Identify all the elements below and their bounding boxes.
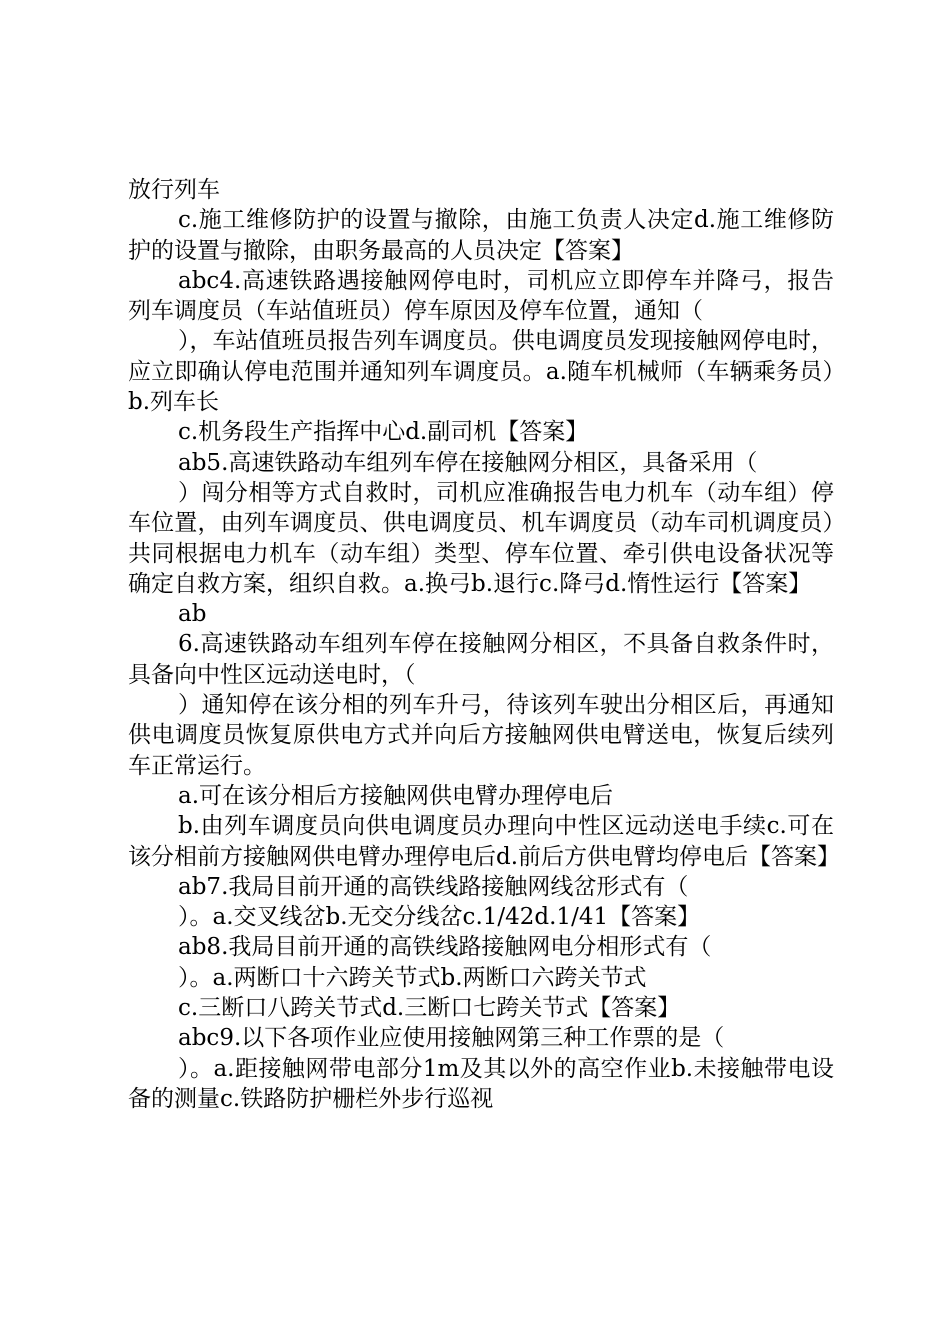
paragraph-2: c.施工维修防护的设置与撤除，由施工负责人决定d.施工维修防护的设置与撤除，由职务最高的人员决定【答案】 — [128, 207, 834, 264]
paragraph-4: ），车站值班员报告列车调度员。供电调度员发现接触网停电时，应立即确认停电范围并通知列车调度员。a.随车机械师（车辆乘务员）b.列车长 — [128, 328, 834, 416]
paragraph-6: ab5.高速铁路动车组列车停在接触网分相区，具备采用（ — [178, 449, 758, 476]
document-body — [128, 175, 841, 1114]
paragraph-12: b.由列车调度员向供电调度员办理向中性区远动送电手续c.可在该分相前方接触网供电臂办理停电后d.前后方供电臂均停电后【答案】 — [128, 813, 841, 870]
paragraph-1: 放行列车 — [128, 177, 220, 203]
paragraph-17: c.三断口八跨关节式d.三断口七跨关节式【答案】 — [178, 995, 681, 1022]
paragraph-14: ）。a.交叉线岔b.无交分线岔c.1/42d.1/41【答案】 — [178, 904, 701, 931]
paragraph-18: abc9.以下各项作业应使用接触网第三种工作票的是（ — [178, 1025, 725, 1052]
paragraph-10: ）通知停在该分相的列车升弓，待该列车驶出分相区后，再通知供电调度员恢复原供电方式并向后方接触网供电臂送电，恢复后续列车正常运行。 — [128, 692, 834, 779]
paragraph-5: c.机务段生产指挥中心d.副司机【答案】 — [178, 419, 589, 446]
paragraph-7: ）闯分相等方式自救时，司机应准确报告电力机车（动车组）停车位置，由列车调度员、供电调度员、机车调度员（动车司机调度员）共同根据电力机车（动车组）类型、停车位置、牵引供电设备状况等确定自救方案，组织自救。a.换弓b.退行c.降弓d.惰性运行【答案】 — [128, 479, 834, 597]
paragraph-8: ab — [178, 601, 207, 628]
paragraph-19: ）。a.距接触网带电部分1m及其以外的高空作业b.未接触带电设备的测量c.铁路防护栅栏外步行巡视 — [128, 1055, 834, 1112]
paragraph-3: abc4.高速铁路遇接触网停电时，司机应立即停车并降弓，报告列车调度员（车站值班员）停车原因及停车位置，通知（ — [128, 267, 834, 325]
paragraph-15: ab8.我局目前开通的高铁线路接触网电分相形式有（ — [178, 934, 712, 961]
paragraph-13: ab7.我局目前开通的高铁线路接触网线岔形式有（ — [178, 873, 689, 900]
paragraph-16: ）。a.两断口十六跨关节式b.两断口六跨关节式 — [178, 964, 647, 991]
paragraph-11: a.可在该分相后方接触网供电臂办理停电后 — [178, 782, 614, 809]
paragraph-9: 6.高速铁路动车组列车停在接触网分相区，不具备自救条件时，具备向中性区远动送电时，（ — [128, 631, 834, 688]
